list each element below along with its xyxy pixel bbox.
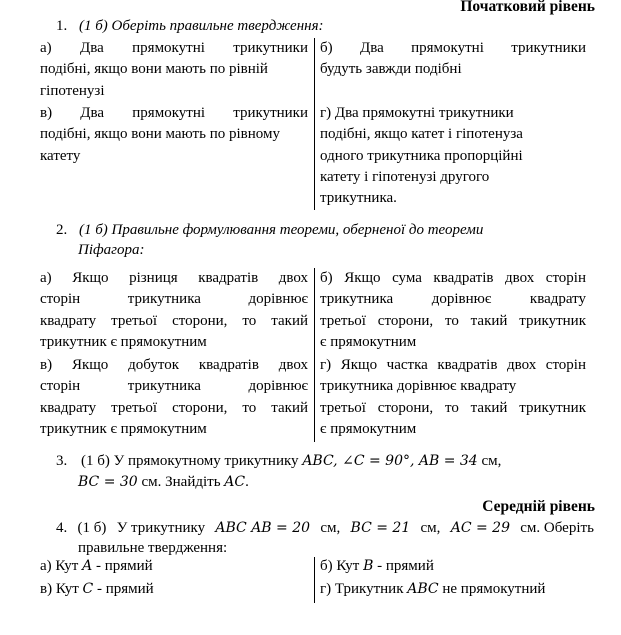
math-expression: A bbox=[82, 558, 93, 574]
option-line: гіпотенузі bbox=[40, 82, 105, 99]
option-line: г) Якщо частка квадратів двох сторін bbox=[320, 357, 586, 373]
option-line: г) Два прямокутні трикутники bbox=[320, 105, 514, 121]
option-line: б) Якщо сума квадратів двох сторін bbox=[320, 270, 586, 286]
option-line: трикутник є прямокутним bbox=[40, 420, 207, 437]
option-line: трикутника дорівнює квадрату bbox=[320, 378, 517, 395]
math-expression: AC = 29 bbox=[450, 520, 510, 536]
option-b bbox=[320, 268, 586, 353]
question-number: 3. bbox=[56, 453, 68, 469]
option-a: а) Кут A - прямий bbox=[40, 558, 153, 574]
question-3-cont: BC = 30 см. Знайдіть AC. bbox=[78, 474, 249, 490]
option-line: трикутника. bbox=[320, 190, 397, 207]
option-line: катету і гіпотенузі другого bbox=[320, 168, 490, 185]
unit-text: см, bbox=[420, 520, 441, 536]
question-3 bbox=[56, 451, 501, 471]
question-4-cont: правильне твердження: bbox=[78, 540, 228, 556]
question-number: 4. bbox=[56, 520, 68, 536]
question-number: 2. bbox=[56, 222, 68, 238]
option-v bbox=[40, 103, 308, 167]
question-text: см. Знайдіть bbox=[141, 474, 221, 490]
math-expression: AC bbox=[224, 474, 246, 490]
level-heading-initial: Початковий рівень bbox=[460, 0, 595, 15]
question-points: (1 б) bbox=[77, 520, 107, 536]
option-line: катету bbox=[40, 147, 81, 164]
option-b: б) Кут B - прямий bbox=[320, 558, 434, 574]
question-1 bbox=[56, 16, 324, 36]
option-v: в) Кут C - прямий bbox=[40, 581, 154, 597]
option-line: будуть завжди подібні bbox=[320, 61, 462, 78]
question-points: (1 б) bbox=[79, 222, 108, 238]
option-line: третьої сторони, то такий трикутник bbox=[320, 312, 586, 329]
option-line: квадрату третьої сторони, то такий bbox=[40, 312, 308, 329]
option-line: є прямокутним bbox=[320, 420, 417, 437]
question-text-cont: Піфагора: bbox=[78, 242, 145, 258]
math-expression: ABC, ∠C = 90°, AB = 34 bbox=[302, 453, 478, 469]
question-text: Правильне формулювання теореми, оберненої до теореми bbox=[111, 222, 484, 238]
option-line: сторін трикутника дорівнює bbox=[40, 291, 308, 308]
option-line: сторін трикутника дорівнює bbox=[40, 378, 308, 395]
option-line: є прямокутним bbox=[320, 333, 417, 350]
option-line: б) Два прямокутні трикутники bbox=[320, 40, 586, 56]
question-4 bbox=[56, 518, 594, 538]
table-divider bbox=[314, 38, 315, 210]
option-line: одного трикутника пропорційні bbox=[320, 147, 523, 164]
question-points: (1 б) bbox=[81, 453, 110, 469]
math-expression: BC = 30 bbox=[78, 474, 138, 490]
table-divider bbox=[314, 557, 315, 603]
math-expression: C bbox=[82, 581, 94, 597]
math-expression: B bbox=[363, 558, 374, 574]
option-g bbox=[320, 103, 586, 209]
option-g: г) Трикутник ABC не прямокутний bbox=[320, 581, 546, 597]
question-text: У прямокутному трикутнику bbox=[113, 453, 299, 469]
option-line: а) Якщо різниця квадратів двох bbox=[40, 270, 309, 286]
question-number: 1. bbox=[56, 18, 68, 34]
level-heading-middle: Середній рівень bbox=[482, 498, 595, 515]
option-line: в) Якщо добуток квадратів двох bbox=[40, 357, 308, 373]
option-line: трикутник є прямокутним bbox=[40, 333, 207, 350]
math-expression: ABC bbox=[407, 581, 439, 597]
option-v bbox=[40, 355, 308, 440]
option-line: в) Два прямокутні трикутники bbox=[40, 105, 308, 121]
unit-text: см, bbox=[481, 453, 502, 469]
option-line: подібні, якщо вони мають по рівній bbox=[40, 61, 268, 78]
option-line: подібні, якщо вони мають по рівному bbox=[40, 126, 280, 143]
question-2 bbox=[56, 220, 483, 240]
option-line: подібні, якщо катет і гіпотенуза bbox=[320, 126, 523, 143]
option-g bbox=[320, 355, 586, 440]
option-line: третьої сторони, то такий трикутник bbox=[320, 399, 586, 416]
question-text: Оберіть правильне твердження: bbox=[111, 18, 324, 34]
math-expression: BC = 21 bbox=[350, 520, 411, 536]
option-a bbox=[40, 38, 308, 102]
question-points: (1 б) bbox=[79, 18, 108, 34]
option-a bbox=[40, 268, 308, 353]
question-text: У трикутнику bbox=[116, 520, 206, 536]
option-line: а) Два прямокутні трикутники bbox=[40, 40, 308, 56]
question-text: см. Оберіть bbox=[520, 520, 594, 536]
option-line: квадрату третьої сторони, то такий bbox=[40, 399, 308, 416]
unit-text: см, bbox=[320, 520, 341, 536]
option-b bbox=[320, 38, 586, 81]
math-expression: ABC AB = 20 bbox=[215, 520, 311, 536]
option-line: трикутника дорівнює квадрату bbox=[320, 291, 586, 308]
table-divider bbox=[314, 268, 315, 442]
